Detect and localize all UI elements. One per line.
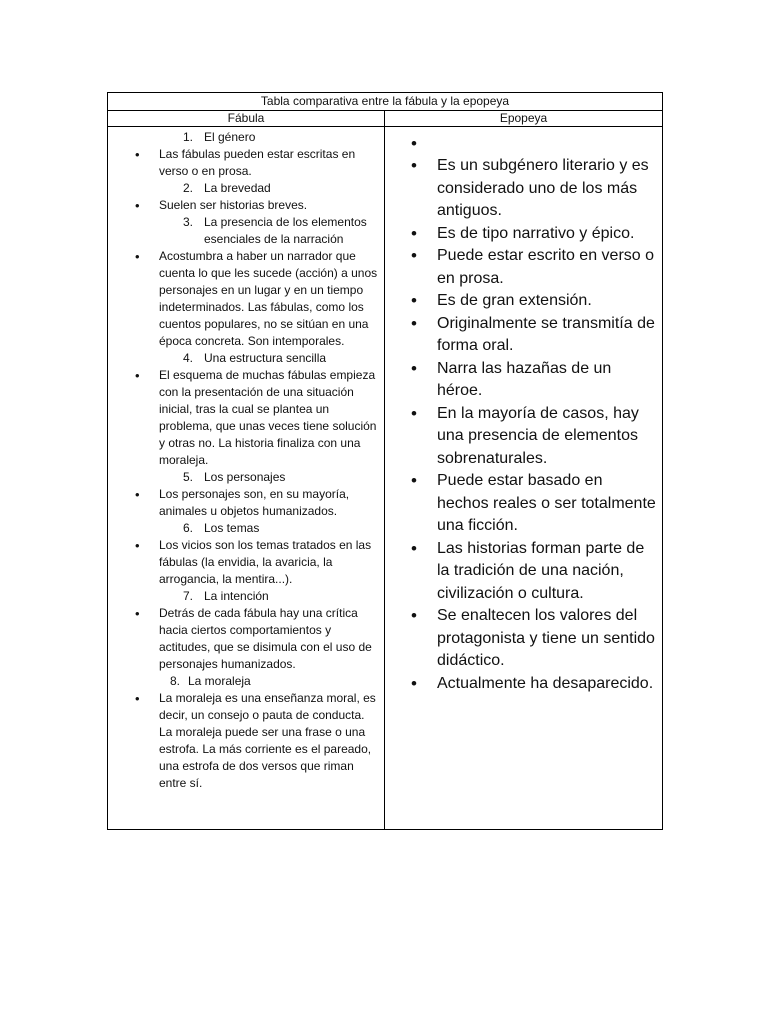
list-item: • En la mayoría de casos, hay una presencia de elementos sobrenaturales. bbox=[385, 403, 656, 471]
list-item bbox=[385, 133, 656, 155]
list-item: • Es de gran extensión. bbox=[385, 290, 656, 313]
list-item: • Narra las hazañas de un héroe. bbox=[385, 358, 656, 403]
list-item: • Originalmente se transmitía de forma oral. bbox=[385, 313, 656, 358]
fabula-column bbox=[108, 127, 385, 830]
section-heading: 4. Una estructura sencilla bbox=[183, 351, 327, 365]
list-item: • Es un subgénero literario y es considerado uno de los más antiguos. bbox=[385, 155, 656, 223]
section-heading: 1. El género bbox=[183, 130, 256, 144]
list-item: • Suelen ser historias breves. bbox=[108, 197, 380, 214]
list-item: • Puede estar escrito en verso o en prosa. bbox=[385, 245, 656, 290]
table-title: Tabla comparativa entre la fábula y la epopeya bbox=[108, 93, 663, 111]
list-item: • Las fábulas pueden estar escritas en verso o en prosa. bbox=[108, 146, 380, 180]
list-item: • Los vicios son los temas tratados en las fábulas (la envidia, la avaricia, la arrogancia, la mentira...). bbox=[108, 537, 380, 588]
list-item: • Se enaltecen los valores del protagonista y tiene un sentido didáctico. bbox=[385, 605, 656, 673]
section-heading: 3. La presencia de los elementos esenciales de la narración bbox=[183, 215, 367, 246]
epopeya-column bbox=[385, 127, 663, 830]
column-header-fabula: Fábula bbox=[108, 111, 385, 127]
section-heading: 5. Los personajes bbox=[183, 470, 286, 484]
section-heading: 6. Los temas bbox=[183, 521, 260, 535]
comparison-table bbox=[107, 92, 663, 830]
column-header-epopeya: Epopeya bbox=[385, 111, 663, 127]
section-heading: 2. La brevedad bbox=[183, 181, 271, 195]
list-item: • La moraleja es una enseñanza moral, es decir, un consejo o pauta de conducta. La moraleja puede ser una frase o una estrofa. La más corriente es el pareado, una estrofa de dos versos que riman entre sí. bbox=[108, 690, 380, 792]
list-item: • Puede estar basado en hechos reales o ser totalmente una ficción. bbox=[385, 470, 656, 538]
section-heading: 8. La moraleja bbox=[170, 674, 251, 688]
list-item: • Las historias forman parte de la tradición de una nación, civilización o cultura. bbox=[385, 538, 656, 606]
list-item: • Es de tipo narrativo y épico. bbox=[385, 223, 656, 246]
list-item: • Actualmente ha desaparecido. bbox=[385, 673, 656, 696]
list-item: • El esquema de muchas fábulas empieza con la presentación de una situación inicial, tras la cual se plantea un problema, que unas veces tiene solución y otras no. La historia finaliza con una moraleja. bbox=[108, 367, 380, 469]
list-item: • Los personajes son, en su mayoría, animales u objetos humanizados. bbox=[108, 486, 380, 520]
list-item: • Acostumbra a haber un narrador que cuenta lo que les sucede (acción) a unos personajes en un lugar y en un tiempo indeterminados. Las fábulas, como los cuentos populares, no se sitúan en una época concreta. Son intemporales. bbox=[108, 248, 380, 350]
section-heading: 7. La intención bbox=[183, 589, 269, 603]
list-item: • Detrás de cada fábula hay una crítica hacia ciertos comportamientos y actitudes, que se disimula con el uso de personajes humanizados. bbox=[108, 605, 380, 673]
